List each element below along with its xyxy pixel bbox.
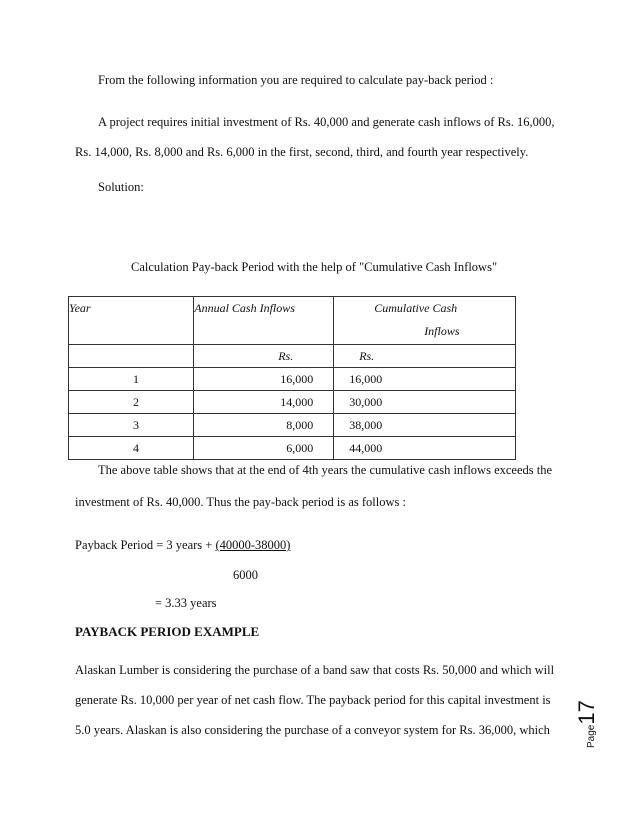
- table-row: [69, 391, 516, 414]
- table-row: [69, 368, 516, 391]
- row-3-cumulative: 38,000: [334, 414, 516, 437]
- row-2-year: 2: [69, 391, 194, 414]
- intro-text: From the following information you are required to calculate pay-back period :: [98, 73, 494, 87]
- row-3-annual: 8,000: [194, 414, 334, 437]
- page-number-value: 17: [574, 700, 599, 725]
- row-1-annual: 16,000: [194, 368, 334, 391]
- header-cumulative-cash-inflows: [334, 297, 516, 345]
- example-heading: PAYBACK PERIOD EXAMPLE: [75, 624, 260, 639]
- example-line-1: Alaskan Lumber is considering the purchase of a band saw that costs Rs. 50,000 and which will: [75, 663, 555, 677]
- header-year: Year: [69, 297, 194, 345]
- formula-denominator: 6000: [233, 568, 258, 582]
- row-1-cumulative: 16,000: [334, 368, 516, 391]
- unit-year: [69, 345, 194, 368]
- after-table-line-2: investment of Rs. 40,000. Thus the pay-back period is as follows :: [75, 495, 406, 509]
- table-units-row: [69, 345, 516, 368]
- header-cumulative-line-2: Inflows: [424, 324, 460, 338]
- cash-inflows-table: [68, 296, 516, 460]
- table-caption: Calculation Pay-back Period with the help of "Cumulative Cash Inflows": [131, 260, 498, 274]
- row-4-cumulative: 44,000: [334, 437, 516, 460]
- unit-cumulative: Rs.: [334, 345, 516, 368]
- formula-result: = 3.33 years: [155, 596, 217, 610]
- table-header-row: [69, 297, 516, 345]
- page-number: [574, 700, 600, 748]
- page-word: Page: [586, 724, 597, 748]
- row-3-year: 3: [69, 414, 194, 437]
- formula-numerator: (40000-38000): [215, 538, 291, 552]
- example-line-2: generate Rs. 10,000 per year of net cash flow. The payback period for this capital investment is: [75, 693, 551, 707]
- row-4-annual: 6,000: [194, 437, 334, 460]
- payback-formula: [75, 538, 290, 553]
- header-annual-cash-inflows: Annual Cash Inflows: [194, 297, 334, 345]
- table-row: [69, 414, 516, 437]
- unit-annual: Rs.: [194, 345, 334, 368]
- row-4-year: 4: [69, 437, 194, 460]
- header-cumulative-line-1: Cumulative Cash: [374, 301, 458, 315]
- table-row: [69, 437, 516, 460]
- solution-label: Solution:: [98, 180, 144, 194]
- row-1-year: 1: [69, 368, 194, 391]
- row-2-cumulative: 30,000: [334, 391, 516, 414]
- problem-line-2: Rs. 14,000, Rs. 8,000 and Rs. 6,000 in the first, second, third, and fourth year respectively.: [75, 145, 529, 159]
- after-table-line-1: The above table shows that at the end of 4th years the cumulative cash inflows exceeds the: [98, 463, 553, 477]
- example-line-3: 5.0 years. Alaskan is also considering the purchase of a conveyor system for Rs. 36,000, which: [75, 723, 550, 737]
- problem-line-1: A project requires initial investment of Rs. 40,000 and generate cash inflows of Rs. 16,000,: [98, 115, 555, 129]
- row-2-annual: 14,000: [194, 391, 334, 414]
- formula-prefix: Payback Period = 3 years +: [75, 538, 216, 552]
